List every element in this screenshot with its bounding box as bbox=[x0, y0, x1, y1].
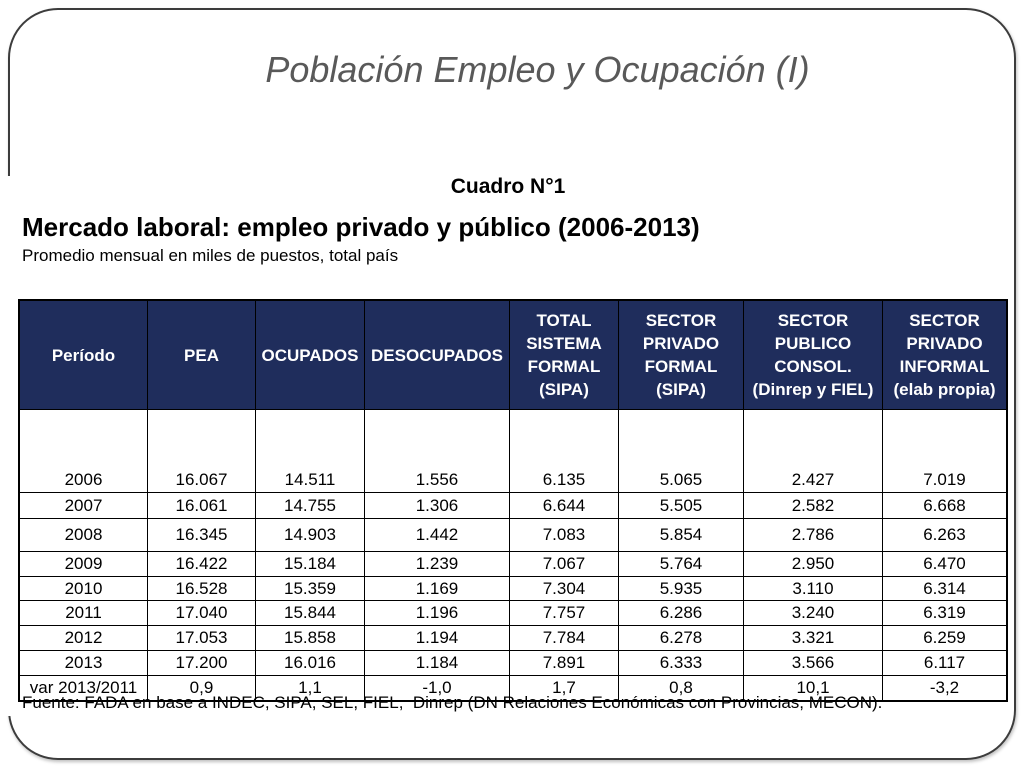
cell-periodo: 2011 bbox=[19, 601, 148, 626]
cell-desocupados: 1.556 bbox=[365, 410, 510, 493]
cell-desocupados: 1.184 bbox=[365, 651, 510, 676]
header-line: (elab propia) bbox=[893, 380, 996, 399]
header-line: (SIPA) bbox=[656, 380, 706, 399]
table-row bbox=[19, 552, 1007, 577]
cell-total-sistema-formal: 6.644 bbox=[510, 493, 619, 519]
cell-sector-privado-formal: 6.286 bbox=[619, 601, 744, 626]
cell-ocupados: 1,1 bbox=[256, 676, 365, 702]
cell-ocupados: 15.844 bbox=[256, 601, 365, 626]
column-header-total-sistema-formal bbox=[510, 300, 619, 410]
header-line: FORMAL bbox=[644, 357, 718, 376]
cell-ocupados: 14.755 bbox=[256, 493, 365, 519]
cell-sector-privado-formal: 5.764 bbox=[619, 552, 744, 577]
cell-pea: 16.067 bbox=[148, 410, 256, 493]
cell-periodo: var 2013/2011 bbox=[19, 676, 148, 702]
cell-sector-privado-informal: -3,2 bbox=[883, 676, 1008, 702]
header-line: SECTOR bbox=[777, 311, 849, 330]
table-figure bbox=[4, 176, 1002, 716]
header-line: CONSOL. bbox=[774, 357, 852, 376]
cell-periodo: 2007 bbox=[19, 493, 148, 519]
header-line: (Dinrep y FIEL) bbox=[752, 380, 874, 399]
cell-total-sistema-formal: 7.067 bbox=[510, 552, 619, 577]
slide-title: Población Empleo y Ocupación (I) bbox=[265, 49, 810, 90]
header-line: PRIVADO bbox=[642, 334, 720, 353]
figure-title: Mercado laboral: empleo privado y público (2006-2013) bbox=[22, 212, 700, 242]
cell-sector-privado-informal: 6.668 bbox=[883, 493, 1008, 519]
cell-sector-privado-formal: 6.333 bbox=[619, 651, 744, 676]
header-line: PUBLICO bbox=[774, 334, 852, 353]
table-row bbox=[19, 493, 1007, 519]
cell-sector-privado-formal: 5.935 bbox=[619, 577, 744, 601]
cell-sector-privado-informal: 6.470 bbox=[883, 552, 1008, 577]
header-line: SISTEMA bbox=[526, 334, 602, 353]
cell-periodo: 2008 bbox=[19, 519, 148, 552]
cell-desocupados: 1.169 bbox=[365, 577, 510, 601]
cell-sector-privado-informal: 6.259 bbox=[883, 626, 1008, 651]
cell-desocupados: -1,0 bbox=[365, 676, 510, 702]
header-line: Período bbox=[51, 345, 116, 365]
table-row bbox=[19, 601, 1007, 626]
header-line: PEA bbox=[184, 345, 219, 365]
cell-pea: 16.345 bbox=[148, 519, 256, 552]
column-header-desocupados bbox=[365, 300, 510, 410]
cell-sector-privado-informal: 6.117 bbox=[883, 651, 1008, 676]
column-header-sector-publico bbox=[744, 300, 883, 410]
cell-periodo: 2006 bbox=[19, 410, 148, 493]
table-row bbox=[19, 577, 1007, 601]
cell-sector-privado-formal: 0,8 bbox=[619, 676, 744, 702]
cell-ocupados: 15.858 bbox=[256, 626, 365, 651]
table-row bbox=[19, 519, 1007, 552]
cell-sector-publico: 3.240 bbox=[744, 601, 883, 626]
employment-table bbox=[18, 299, 1008, 702]
cell-sector-privado-informal: 7.019 bbox=[883, 410, 1008, 493]
cell-sector-publico: 2.582 bbox=[744, 493, 883, 519]
cell-sector-publico: 2.786 bbox=[744, 519, 883, 552]
cell-total-sistema-formal: 7.891 bbox=[510, 651, 619, 676]
cell-sector-privado-informal: 6.263 bbox=[883, 519, 1008, 552]
header-line: SECTOR bbox=[909, 311, 980, 330]
cell-total-sistema-formal: 6.135 bbox=[510, 410, 619, 493]
cell-ocupados: 14.903 bbox=[256, 519, 365, 552]
figure-caption: Cuadro N°1 bbox=[450, 175, 566, 198]
header-line: (SIPA) bbox=[539, 380, 589, 399]
cell-sector-publico: 2.427 bbox=[744, 410, 883, 493]
cell-pea: 0,9 bbox=[148, 676, 256, 702]
header-line: FORMAL bbox=[527, 357, 601, 376]
table-row bbox=[19, 410, 1007, 493]
cell-sector-publico: 3.566 bbox=[744, 651, 883, 676]
header-line: PRIVADO bbox=[906, 334, 983, 353]
cell-ocupados: 15.359 bbox=[256, 577, 365, 601]
cell-desocupados: 1.196 bbox=[365, 601, 510, 626]
cell-sector-privado-formal: 5.065 bbox=[619, 410, 744, 493]
cell-desocupados: 1.442 bbox=[365, 519, 510, 552]
cell-pea: 17.040 bbox=[148, 601, 256, 626]
cell-desocupados: 1.306 bbox=[365, 493, 510, 519]
cell-sector-publico: 2.950 bbox=[744, 552, 883, 577]
table-row bbox=[19, 626, 1007, 651]
column-header-periodo bbox=[19, 300, 148, 410]
cell-sector-privado-formal: 6.278 bbox=[619, 626, 744, 651]
column-header-sector-privado-informal bbox=[883, 300, 1008, 410]
cell-sector-privado-informal: 6.314 bbox=[883, 577, 1008, 601]
cell-total-sistema-formal: 7.083 bbox=[510, 519, 619, 552]
cell-periodo: 2010 bbox=[19, 577, 148, 601]
header-line: SECTOR bbox=[645, 311, 717, 330]
cell-desocupados: 1.239 bbox=[365, 552, 510, 577]
cell-total-sistema-formal: 1,7 bbox=[510, 676, 619, 702]
cell-pea: 16.528 bbox=[148, 577, 256, 601]
cell-pea: 16.422 bbox=[148, 552, 256, 577]
header-line: OCUPADOS bbox=[261, 345, 359, 365]
cell-ocupados: 16.016 bbox=[256, 651, 365, 676]
header-line: TOTAL bbox=[536, 311, 592, 330]
table-row bbox=[19, 651, 1007, 676]
cell-total-sistema-formal: 7.757 bbox=[510, 601, 619, 626]
column-header-sector-privado-formal bbox=[619, 300, 744, 410]
column-header-pea bbox=[148, 300, 256, 410]
cell-pea: 17.200 bbox=[148, 651, 256, 676]
cell-desocupados: 1.194 bbox=[365, 626, 510, 651]
cell-sector-publico: 3.321 bbox=[744, 626, 883, 651]
cell-sector-publico: 3.110 bbox=[744, 577, 883, 601]
cell-periodo: 2009 bbox=[19, 552, 148, 577]
cell-sector-publico: 10,1 bbox=[744, 676, 883, 702]
figure-subtitle: Promedio mensual en miles de puestos, total país bbox=[22, 246, 399, 265]
header-line: DESOCUPADOS bbox=[371, 345, 503, 365]
cell-total-sistema-formal: 7.784 bbox=[510, 626, 619, 651]
cell-ocupados: 14.511 bbox=[256, 410, 365, 493]
cell-total-sistema-formal: 7.304 bbox=[510, 577, 619, 601]
cell-ocupados: 15.184 bbox=[256, 552, 365, 577]
column-header-ocupados bbox=[256, 300, 365, 410]
cell-periodo: 2013 bbox=[19, 651, 148, 676]
cell-periodo: 2012 bbox=[19, 626, 148, 651]
cell-pea: 17.053 bbox=[148, 626, 256, 651]
cell-sector-privado-informal: 6.319 bbox=[883, 601, 1008, 626]
figure-source: Fuente: FADA en base a INDEC, SIPA, SEL, FIEL, Dinrep (DN Relaciones Económicas con Provincias, MECON). bbox=[22, 693, 883, 712]
table-header-row bbox=[19, 300, 1007, 410]
cell-sector-privado-formal: 5.854 bbox=[619, 519, 744, 552]
header-line: INFORMAL bbox=[899, 357, 990, 376]
cell-pea: 16.061 bbox=[148, 493, 256, 519]
cell-sector-privado-formal: 5.505 bbox=[619, 493, 744, 519]
